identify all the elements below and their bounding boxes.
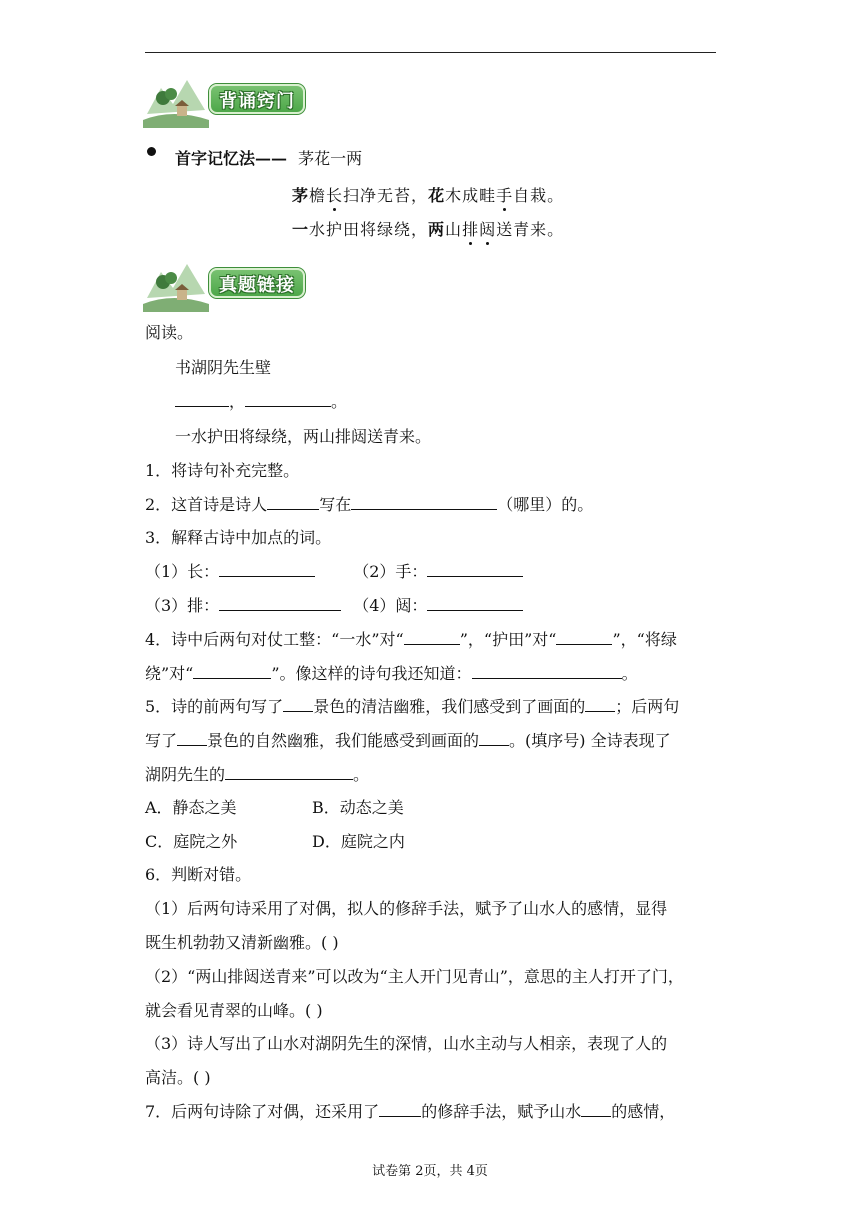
- memory-line-2: [292, 217, 564, 240]
- text-segment: 。: [621, 664, 638, 683]
- question-6-3-line-1: （3）诗人写出了山水对湖阴先生的深情，山水主动与人相亲，表现了人的: [145, 1034, 668, 1053]
- poem-title: 书湖阴先生壁: [175, 358, 272, 377]
- poem-line-1: [175, 389, 347, 412]
- exam-link-badge: [209, 268, 305, 298]
- text-segment: 5．诗的前两句写了: [145, 697, 284, 716]
- question-2: [145, 492, 593, 515]
- text-segment: ；后两句: [615, 697, 680, 716]
- option-c[interactable]: C．庭院之外: [145, 832, 238, 851]
- answer-blank[interactable]: [479, 731, 509, 746]
- text-segment: 扫净无苔，: [343, 186, 429, 205]
- text-segment: 湖阴先生的: [145, 765, 226, 784]
- first-char: 花: [428, 186, 446, 205]
- question-3-row-1: [145, 559, 523, 582]
- memory-tip-banner: [143, 70, 313, 128]
- option-a[interactable]: A．静态之美: [145, 798, 237, 817]
- text-segment: 水护田将绿绕，: [309, 220, 429, 239]
- first-char: 两: [428, 220, 446, 239]
- answer-blank[interactable]: [585, 697, 615, 712]
- text-segment: （3）排：: [145, 596, 220, 615]
- text-segment: （4）闼：: [353, 596, 428, 615]
- answer-blank[interactable]: [427, 596, 523, 611]
- question-5-line-1: [145, 694, 679, 717]
- answer-blank[interactable]: [267, 495, 319, 510]
- header-rule: [145, 52, 716, 53]
- text-segment: （1）长：: [145, 562, 220, 581]
- question-1: 1．将诗句补充完整。: [145, 461, 300, 480]
- text-segment: 景色的自然幽雅，我们能感受到画面的: [207, 731, 480, 750]
- text-segment: ”。像这样的诗句我还知道：: [271, 664, 472, 683]
- punctuation: 。: [331, 392, 348, 411]
- text-segment: 绕”对“: [145, 664, 194, 683]
- bullet-dot: [147, 147, 156, 156]
- memory-method-label: 首字记忆法——: [175, 149, 288, 168]
- answer-blank[interactable]: [245, 392, 331, 407]
- answer-blank[interactable]: [219, 596, 341, 611]
- dotted-char: 排: [462, 220, 480, 239]
- exam-link-title: 真题链接: [219, 275, 295, 296]
- text-segment: （哪里）的。: [497, 495, 594, 514]
- text-segment: 的修辞手法，赋予山水: [421, 1102, 582, 1121]
- reading-intro: 阅读。: [145, 323, 194, 342]
- punctuation: ，: [229, 392, 246, 411]
- question-3-row-2: [145, 593, 523, 616]
- landscape-illustration-icon: [143, 70, 213, 128]
- text-segment: 的感情，: [611, 1102, 676, 1121]
- text-segment: 景色的清洁幽雅，我们感受到了画面的: [313, 697, 586, 716]
- memory-method-value: 茅花一两: [298, 149, 363, 168]
- answer-blank[interactable]: [404, 630, 460, 645]
- text-segment: 7．后两句诗除了对偶，还采用了: [145, 1102, 380, 1121]
- text-segment: ”，“将绿: [612, 630, 677, 649]
- text-segment: （2）手：: [353, 562, 428, 581]
- landscape-illustration-icon: [143, 254, 213, 312]
- memory-tip-title: 背诵窍门: [219, 91, 295, 112]
- answer-blank[interactable]: [283, 697, 313, 712]
- text-segment: 4．诗中后两句对仗工整：“一水”对“: [145, 630, 404, 649]
- poem-line-2: 一水护田将绿绕，两山排闼送青来。: [175, 427, 432, 446]
- question-6-1-line-2[interactable]: 既生机勃勃又清新幽雅。( ): [145, 933, 339, 952]
- answer-blank[interactable]: [379, 1102, 421, 1117]
- question-6: 6．判断对错。: [145, 865, 252, 884]
- question-5-line-2: [145, 728, 671, 751]
- text-segment: ”，“护田”对“: [459, 630, 557, 649]
- text-segment: 自栽。: [513, 186, 565, 205]
- question-6-1-line-1: （1）后两句诗采用了对偶，拟人的修辞手法，赋予了山水人的感情，显得: [145, 899, 668, 918]
- first-char: 茅: [292, 186, 310, 205]
- dotted-char: 长: [326, 186, 344, 205]
- exam-link-banner: [143, 254, 313, 312]
- option-b[interactable]: B．动态之美: [312, 798, 404, 817]
- question-6-2-line-1: （2）“两山排闼送青来”可以改为“主人开门见青山”，意思的主人打开了门，: [145, 967, 684, 986]
- dotted-char: 闼: [479, 220, 497, 239]
- memory-line-1: [292, 183, 564, 206]
- answer-blank[interactable]: [472, 664, 622, 679]
- page-footer: 试卷第 2页，共 4页: [372, 1164, 488, 1179]
- answer-blank[interactable]: [193, 664, 271, 679]
- question-3: 3．解释古诗中加点的词。: [145, 528, 332, 547]
- dotted-char: 手: [496, 186, 514, 205]
- answer-blank[interactable]: [175, 392, 229, 407]
- text-segment: 2．这首诗是诗人: [145, 495, 268, 514]
- first-char: 一: [292, 220, 310, 239]
- text-segment: 木成畦: [445, 186, 497, 205]
- text-segment: 檐: [309, 186, 327, 205]
- question-6-2-line-2[interactable]: 就会看见青翠的山峰。( ): [145, 1001, 323, 1020]
- answer-blank[interactable]: [581, 1102, 611, 1117]
- answer-blank[interactable]: [556, 630, 612, 645]
- text-segment: 。(填序号) 全诗表现了: [509, 731, 671, 750]
- question-4-line-2: [145, 661, 638, 684]
- memory-method: [175, 146, 362, 169]
- answer-blank[interactable]: [427, 562, 523, 577]
- answer-blank[interactable]: [225, 765, 353, 780]
- question-7: [145, 1099, 675, 1122]
- answer-blank[interactable]: [219, 562, 315, 577]
- question-6-3-line-2[interactable]: 高洁。( ): [145, 1068, 211, 1087]
- memory-tip-badge: [209, 84, 305, 114]
- text-segment: 送青来。: [496, 220, 565, 239]
- option-d[interactable]: D．庭院之内: [312, 832, 405, 851]
- answer-blank[interactable]: [177, 731, 207, 746]
- text-segment: 山: [445, 220, 463, 239]
- question-5-line-3: [145, 762, 369, 785]
- question-4-line-1: [145, 627, 677, 650]
- text-segment: 写在: [319, 495, 352, 514]
- text-segment: 。: [353, 765, 370, 784]
- answer-blank[interactable]: [351, 495, 497, 510]
- text-segment: 写了: [145, 731, 178, 750]
